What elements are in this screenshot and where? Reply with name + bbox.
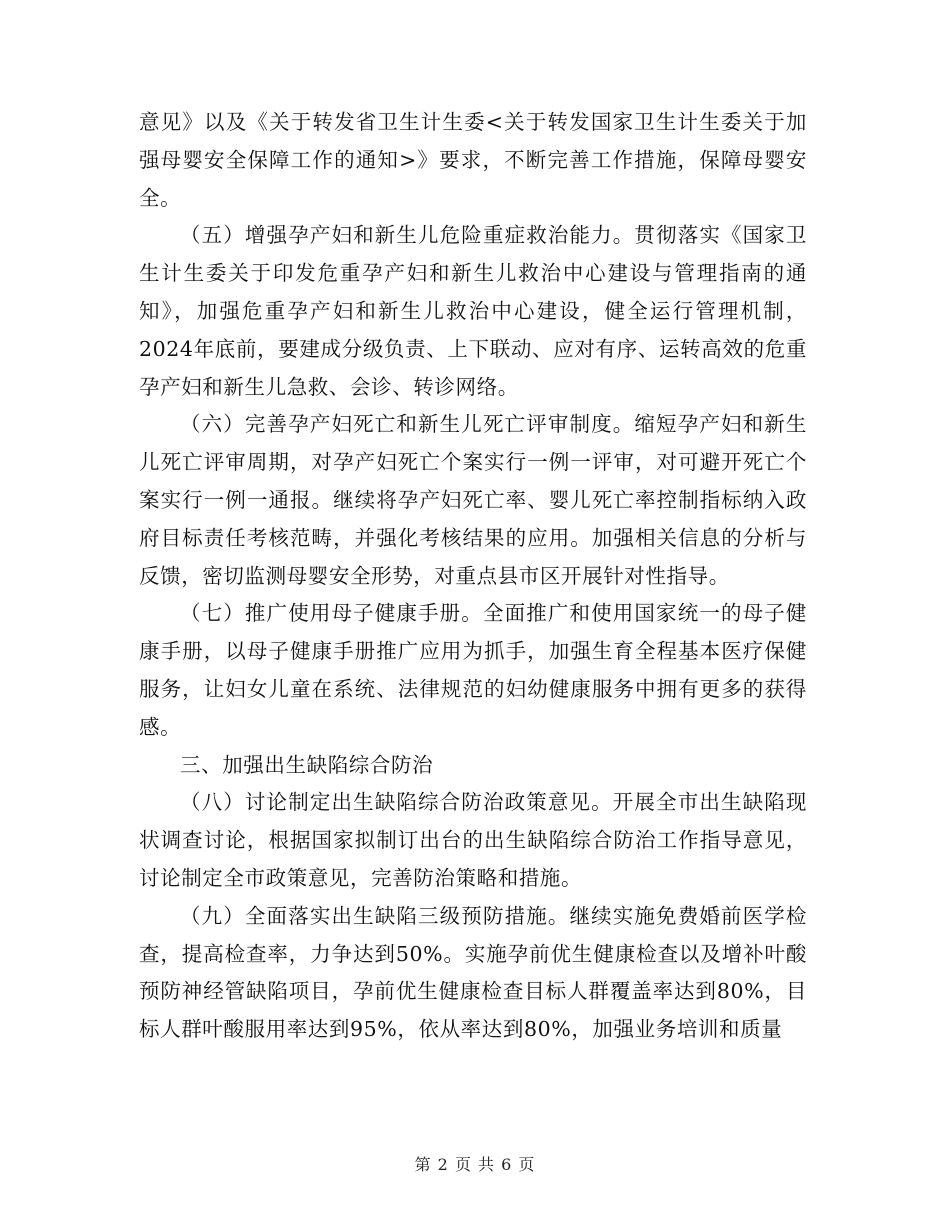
paragraph-item-8: （八）讨论制定出生缺陷综合防治政策意见。开展全市出生缺陷现状调查讨论，根据国家拟制订出台的出生缺陷综合防治工作指导意见，讨论制定全市政策意见，完善防治策略和措施。 xyxy=(139,790,807,890)
page-number-footer: 第 2 页 共 6 页 xyxy=(414,1155,536,1174)
paragraph-item-6: （六）完善孕产妇死亡和新生儿死亡评审制度。缩短孕产妇和新生儿死亡评审周期，对孕产妇死亡个案实行一例一评审，对可避开死亡个案实行一例一通报。继续将孕产妇死亡率、婴儿死亡率控制指标纳入政府目标责任考核范畴，并强化考核结果的应用。加强相关信息的分析与反馈，密切监测母婴安全形势，对重点县市区开展针对性指导。 xyxy=(139,412,807,588)
paragraph-item-7: （七）推广使用母子健康手册。全面推广和使用国家统一的母子健康手册，以母子健康手册推广应用为抓手，加强生育全程基本医疗保健服务，让妇女儿童在系统、法律规范的妇幼健康服务中拥有更多的获得感。 xyxy=(139,601,807,739)
section-heading-3: 三、加强出生缺陷综合防治 xyxy=(180,752,434,777)
document-body xyxy=(139,104,807,1049)
paragraph-item-9: （九）全面落实出生缺陷三级预防措施。继续实施免费婚前医学检查，提高检查率，力争达到50%。实施孕前优生健康检查以及增补叶酸预防神经管缺陷项目，孕前优生健康检查目标人群覆盖率达到80%，目标人群叶酸服用率达到95%，依从率达到80%，加强业务培训和质量 xyxy=(139,903,807,1042)
paragraph-item-5: （五）增强孕产妇和新生儿危险重症救治能力。贯彻落实《国家卫生计生委关于印发危重孕产妇和新生儿救治中心建设与管理指南的通知》，加强危重孕产妇和新生儿救治中心建设，健全运行管理机制，2024年底前，要建成分级负责、上下联动、应对有序、运转高效的危重孕产妇和新生儿急救、会诊、转诊网络。 xyxy=(139,223,807,399)
paragraph-continuation: 意见》以及《关于转发省卫生计生委<关于转发国家卫生计生委关于加强母婴安全保障工作的通知>》要求，不断完善工作措施，保障母婴安全。 xyxy=(139,110,807,210)
